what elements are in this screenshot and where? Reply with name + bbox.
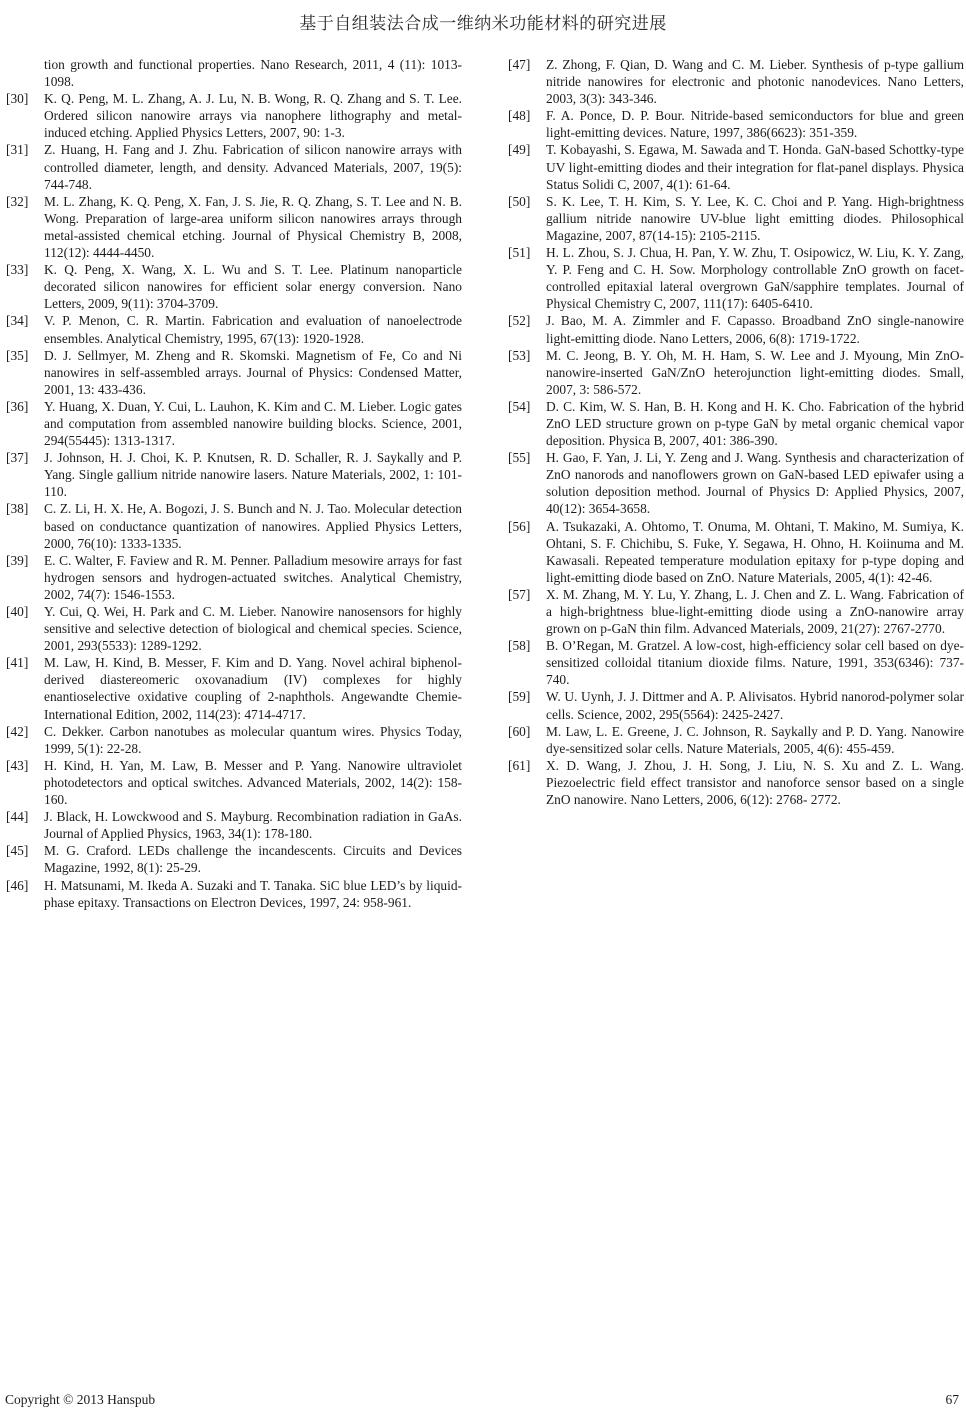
reference-label: [57] xyxy=(508,586,531,602)
reference-item xyxy=(6,603,462,654)
reference-text: S. K. Lee, T. H. Kim, S. Y. Lee, K. C. Choi and P. Yang. High-brightness gallium nitride nanowire UV-blue light emitting diodes. Philosophical Magazine, 2007, 87(14-15): 2105-2115. xyxy=(546,193,964,243)
reference-label: [32] xyxy=(6,193,29,209)
reference-text: Y. Cui, Q. Wei, H. Park and C. M. Lieber. Nanowire nanosensors for highly sensitive and selective detection of biological and chemical species. Science, 2001, 293(5533): 1289-1292. xyxy=(44,604,462,654)
reference-text: T. Kobayashi, S. Egawa, M. Sawada and T. Honda. GaN-based Schottky-type UV light-emitting diodes and their integration for flat-panel displays. Physica Status Solidi C, 2007, 4(1): 61-64. xyxy=(546,142,964,192)
reference-label: [59] xyxy=(508,689,531,705)
references-left-column xyxy=(6,56,462,911)
reference-item xyxy=(508,637,964,688)
reference-text: A. Tsukazaki, A. Ohtomo, T. Onuma, M. Ohtani, T. Makino, M. Sumiya, K. Ohtani, S. F. Chichibu, S. Fuke, Y. Segawa, H. Ohno, H. Koiinuma and M. Kawasali. Repeated temperature modulation epitaxy for p-type doping and light-emitting diode based on ZnO. Nature Materials, 2005, 4(1): 42-46. xyxy=(546,518,964,585)
reference-label: [43] xyxy=(6,757,29,773)
reference-item xyxy=(508,107,964,141)
reference-label: [35] xyxy=(6,347,29,363)
reference-label: [31] xyxy=(6,142,29,158)
page-number: 67 xyxy=(945,1392,959,1407)
reference-text: Y. Huang, X. Duan, Y. Cui, L. Lauhon, K. Kim and C. M. Lieber. Logic gates and computation from assembled nanowire building blocks. Science, 2001, 294(55445): 1313-1317. xyxy=(44,398,462,449)
reference-text: H. Gao, F. Yan, J. Li, Y. Zeng and J. Wang. Synthesis and characterization of ZnO nanorods and nanoflowers grown on GaN-based LED epiwafer using a solution deposition method. Journal of Physics D: Applied Physics, 2007, 40(12): 3654-3658. xyxy=(546,450,964,517)
reference-text: C. Dekker. Carbon nanotubes as molecular quantum wires. Physics Today, 1999, 5(1): 22-28. xyxy=(44,723,462,756)
reference-text: H. L. Zhou, S. J. Chua, H. Pan, Y. W. Zhu, T. Osipowicz, W. Liu, K. Y. Zang, Y. P. Feng and C. H. Sow. Morphology controllable ZnO growth on facet-controlled epitaxial lateral overgrown GaN/sapphire templates. Journal of Physical Chemistry C, 2007, 111(17): 6405-6410. xyxy=(546,245,964,312)
reference-text: M. G. Craford. LEDs challenge the incandescents. Circuits and Devices Magazine, 1992, 8(1): 25-29. xyxy=(44,843,462,876)
reference-item xyxy=(508,688,964,722)
reference-item xyxy=(508,757,964,808)
reference-item xyxy=(6,449,462,500)
reference-label: [40] xyxy=(6,604,29,619)
reference-text: D. C. Kim, W. S. Han, B. H. Kong and H. K. Cho. Fabrication of the hybrid ZnO LED structure grown on p-type GaN by metal organic chemical vapor deposition. Physica B, 2007, 401: 386-390. xyxy=(546,398,964,449)
reference-label: [44] xyxy=(6,809,29,825)
reference-label: [50] xyxy=(508,193,531,209)
reference-text: C. Z. Li, H. X. He, A. Bogozi, J. S. Bunch and N. J. Tao. Molecular detection based on conductance quantization of nanowires. Applied Physics Letters, 2000, 76(10): 1333-1335. xyxy=(44,501,462,551)
reference-text: H. Matsunami, M. Ikeda A. Suzaki and T. Tanaka. SiC blue LED’s by liquid-phase epitaxy. Transactions on Electron Devices, 1997, 24: 958-961. xyxy=(44,877,462,910)
reference-label: [60] xyxy=(508,723,531,739)
reference-text: D. J. Sellmyer, M. Zheng and R. Skomski. Magnetism of Fe, Co and Ni nanowires in self-assembled arrays. Journal of Physics: Condensed Matter, 2001, 13: 433-436. xyxy=(44,347,462,397)
reference-item xyxy=(6,842,462,876)
reference-item xyxy=(6,552,462,603)
reference-item xyxy=(6,261,462,312)
reference-item xyxy=(6,500,462,551)
reference-label: [55] xyxy=(508,450,531,466)
reference-item xyxy=(6,90,462,141)
reference-item xyxy=(508,449,964,517)
reference-item xyxy=(508,586,964,637)
reference-label: [33] xyxy=(6,262,29,278)
reference-item xyxy=(508,518,964,586)
reference-label: [51] xyxy=(508,245,531,261)
reference-label: [49] xyxy=(508,142,531,158)
reference-label: [54] xyxy=(508,398,531,414)
reference-text: M. C. Jeong, B. Y. Oh, M. H. Ham, S. W. Lee and J. Myoung, Min ZnO-nanowire-inserted GaN/ZnO heterojunction light-emitting diodes. Small, 2007, 3: 586-572. xyxy=(546,347,964,397)
reference-text: B. O’Regan, M. Gratzel. A low-cost, high-efficiency solar cell based on dye-sensitized colloidal titanium dioxide films. Nature, 1991, 353(6346): 737-740. xyxy=(546,638,964,688)
references-right-column xyxy=(508,56,964,808)
reference-item xyxy=(508,312,964,346)
reference-text: E. C. Walter, F. Faview and R. M. Penner. Palladium mesowire arrays for fast hydrogen sensors and hydrogen-actuated switches. Analytical Chemistry, 2002, 74(7): 1546-1553. xyxy=(44,552,462,602)
reference-item xyxy=(508,398,964,449)
reference-label: [53] xyxy=(508,347,531,363)
reference-item xyxy=(6,877,462,911)
reference-label: [48] xyxy=(508,108,531,124)
reference-item xyxy=(508,244,964,312)
reference-label: [36] xyxy=(6,398,29,414)
reference-item xyxy=(6,398,462,449)
reference-label: [58] xyxy=(508,638,531,654)
reference-label: [38] xyxy=(6,501,29,517)
reference-item xyxy=(6,347,462,398)
reference-text: V. P. Menon, C. R. Martin. Fabrication and evaluation of nanoelectrode ensembles. Analytical Chemistry, 1995, 67(13): 1920-1928. xyxy=(44,313,462,346)
reference-item xyxy=(6,193,462,261)
reference-text: K. Q. Peng, M. L. Zhang, A. J. Lu, N. B. Wong, R. Q. Zhang and S. T. Lee. Ordered silicon nanowire arrays via nanophere lithography and metal-induced etching. Applied Physics Letters, 2007, 90: 1-3. xyxy=(44,91,462,141)
reference-text: M. Law, H. Kind, B. Messer, F. Kim and D. Yang. Novel achiral biphenol-derived diastereomeric oxovanadium (IV) complexes for highly enantioselective oxidative coupling of 2-naphthols. Angewandte Chemie-International Edition, 2002, 114(23): 4714-4717. xyxy=(44,655,462,722)
reference-item xyxy=(6,654,462,722)
reference-item xyxy=(6,723,462,757)
reference-label: [42] xyxy=(6,723,29,739)
reference-text: M. Law, L. E. Greene, J. C. Johnson, R. Saykally and P. D. Yang. Nanowire dye-sensitized solar cells. Nature Materials, 2005, 4(6): 455-459. xyxy=(546,723,964,756)
reference-label: [45] xyxy=(6,843,29,859)
reference-text: X. D. Wang, J. Zhou, J. H. Song, J. Liu, N. S. Xu and Z. L. Wang. Piezoelectric field effect transistor and nanoforce sensor based on a single ZnO nanowire. Nano Letters, 2006, 6(12): 2768- 2772. xyxy=(546,757,964,808)
reference-label: [41] xyxy=(6,655,29,671)
reference-text: W. U. Uynh, J. J. Dittmer and A. P. Alivisatos. Hybrid nanorod-polymer solar cells. Science, 2002, 295(5564): 2425-2427. xyxy=(546,689,964,722)
reference-text: X. M. Zhang, M. Y. Lu, Y. Zhang, L. J. Chen and Z. L. Wang. Fabrication of a high-brightness blue-light-emitting diode using a ZnO-nanowire array grown on p-GaN thin film. Advanced Materials, 2009, 21(27): 2767-2770. xyxy=(546,586,964,637)
reference-item xyxy=(6,757,462,808)
reference-label: [61] xyxy=(508,757,531,773)
reference-text: Z. Huang, H. Fang and J. Zhu. Fabrication of silicon nanowire arrays with controlled diameter, length, and density. Advanced Materials, 2007, 19(5): 744-748. xyxy=(44,142,462,192)
reference-item xyxy=(508,141,964,192)
reference-label: [52] xyxy=(508,313,531,329)
page-header-title: 基于自组装法合成一维纳米功能材料的研究进展 xyxy=(299,14,667,33)
reference-label: [39] xyxy=(6,552,29,568)
reference-item xyxy=(6,56,462,90)
reference-item xyxy=(6,141,462,192)
reference-text: M. L. Zhang, K. Q. Peng, X. Fan, J. S. Jie, R. Q. Zhang, S. T. Lee and N. B. Wong. Preparation of large-area uniform silicon nanowires arrays through metal-assisted chemical etching. Journal of Physical Chemistry B, 2008, 112(12): 4444-4450. xyxy=(44,193,462,261)
reference-text: H. Kind, H. Yan, M. Law, B. Messer and P. Yang. Nanowire ultraviolet photodetectors and optical switches. Advanced Materials, 2002, 14(2): 158-160. xyxy=(44,757,462,808)
reference-label xyxy=(6,56,44,90)
reference-label: [34] xyxy=(6,313,29,329)
reference-item xyxy=(508,193,964,244)
footer-copyright: Copyright © 2013 Hanspub xyxy=(5,1392,156,1407)
reference-label: [30] xyxy=(6,91,29,107)
reference-text: F. A. Ponce, D. P. Bour. Nitride-based semiconductors for blue and green light-emitting devices. Nature, 1997, 386(6623): 351-359. xyxy=(546,108,964,141)
reference-item xyxy=(508,56,964,107)
reference-item xyxy=(6,808,462,842)
reference-item xyxy=(508,347,964,398)
reference-text: J. Johnson, H. J. Choi, K. P. Knutsen, R. D. Schaller, R. J. Saykally and P. Yang. Single gallium nitride nanowire lasers. Nature Materials, 2002, 1: 101-110. xyxy=(44,450,462,500)
reference-label: [56] xyxy=(508,518,531,534)
reference-text: K. Q. Peng, X. Wang, X. L. Wu and S. T. Lee. Platinum nanoparticle decorated silicon nanowires for efficient solar energy conversion. Nano Letters, 2009, 9(11): 3704-3709. xyxy=(44,262,462,312)
reference-text: Z. Zhong, F. Qian, D. Wang and C. M. Lieber. Synthesis of p-type gallium nitride nanowires for electronic and photonic nanodevices. Nano Letters, 2003, 3(3): 343-346. xyxy=(546,57,964,107)
reference-item xyxy=(508,723,964,757)
reference-text: J. Bao, M. A. Zimmler and F. Capasso. Broadband ZnO single-nanowire light-emitting diode. Nano Letters, 2006, 6(8): 1719-1722. xyxy=(546,313,964,346)
reference-label: [47] xyxy=(508,57,531,72)
reference-text: tion growth and functional properties. Nano Research, 2011, 4 (11): 1013-1098. xyxy=(44,57,462,90)
reference-label: [37] xyxy=(6,450,29,466)
reference-item xyxy=(6,312,462,346)
reference-text: J. Black, H. Lowckwood and S. Mayburg. Recombination radiation in GaAs. Journal of Applied Physics, 1963, 34(1): 178-180. xyxy=(44,809,462,842)
reference-label: [46] xyxy=(6,877,29,893)
